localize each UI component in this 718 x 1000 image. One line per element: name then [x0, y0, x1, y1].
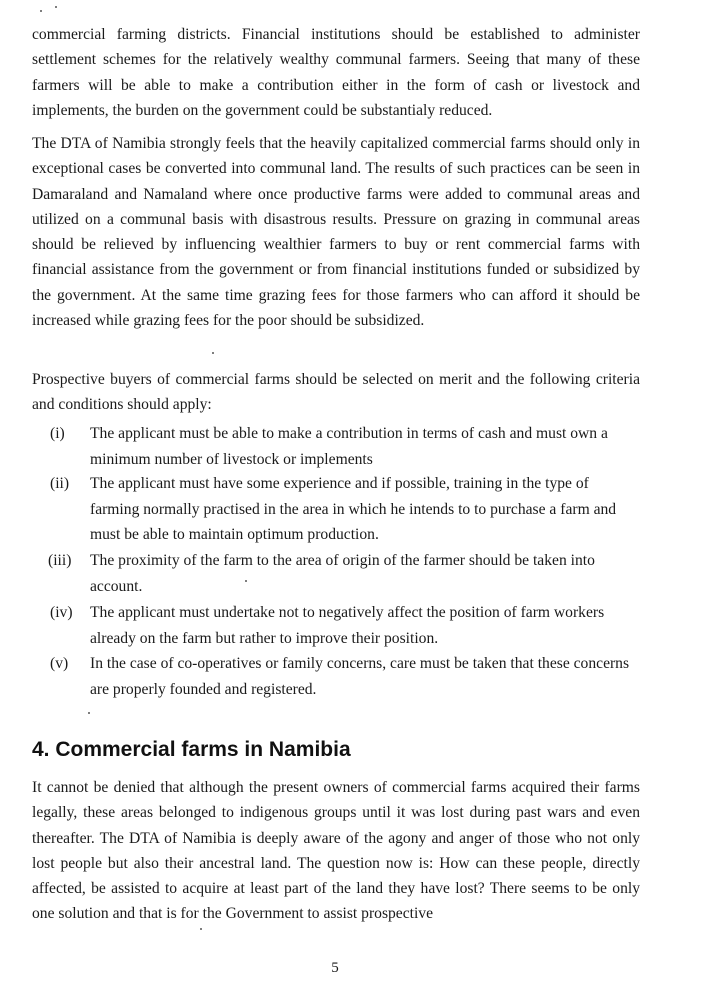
criteria-text: The applicant must have some experience and if possible, training in the type of farming normally practised in the area in which he intends to to purchase a farm and must be able to maintain optimum production. [90, 475, 617, 543]
section-heading: 4. Commercial farms in Namibia [32, 738, 351, 761]
criteria-text: The applicant must undertake not to negatively affect the position of farm workers already on the farm but rather to improve their position. [90, 604, 605, 647]
criteria-marker: (i) [50, 425, 65, 442]
criteria-marker: (iv) [50, 604, 73, 621]
scan-speck [88, 712, 90, 714]
paragraph-commercial-farms-namibia: It cannot be denied that although the present owners of commercial farms acquired their farms legally, these areas belonged to indigenous groups until it was lost during past wars and even thereafter. The DTA of Namibia is deeply aware of the agony and anger of those who not only lost people but also their ancestral land. The question now is: How can these people, directly affected, be assisted to acquire at least part of the land they have lost? There seems to be only one solution and that is for the Government to assist prospective [32, 779, 640, 923]
criteria-text: The applicant must be able to make a contribution in terms of cash and must own a minimum number of livestock or implements [90, 425, 608, 468]
scan-speck [245, 580, 247, 582]
scan-speck [40, 10, 42, 12]
scan-speck [212, 352, 214, 354]
paragraph-settlement-schemes: commercial farming districts. Financial institutions should be established to administer settlement schemes for the relatively wealthy communal farmers. Seeing that many of these farmers will be able to make a contribution either in the form of cash or livestock and implements, the burden on the government could be substantialy reduced. [32, 26, 640, 119]
page-number: 5 [331, 960, 339, 976]
criteria-marker: (iii) [48, 552, 72, 569]
criteria-text: The proximity of the farm to the area of origin of the farmer should be taken into account. [90, 552, 595, 595]
scan-speck [200, 928, 202, 930]
scan-speck [55, 6, 57, 8]
paragraph-commercial-farms-policy: The DTA of Namibia strongly feels that the heavily capitalized commercial farms should only in exceptional cases be converted into communal land. The results of such practices can be seen in Damaraland and Namaland where once productive farms were added to communal areas and utilized on a communal basis with disastrous results. Pressure on grazing in communal areas should be relieved by influencing wealthier farmers to buy or rent commercial farms with financial assistance from the government or from financial institutions funded or subsidized by the government. At the same time grazing fees for those farmers who can afford it should be increased while grazing fees for the poor should be subsidized. [32, 135, 640, 330]
paragraph-prospective-buyers: Prospective buyers of commercial farms should be selected on merit and the following criteria and conditions should apply: [32, 371, 640, 414]
criteria-marker: (v) [50, 655, 69, 672]
criteria-text: In the case of co-operatives or family concerns, care must be taken that these concerns are properly founded and registered. [90, 655, 630, 698]
criteria-marker: (ii) [50, 475, 70, 492]
